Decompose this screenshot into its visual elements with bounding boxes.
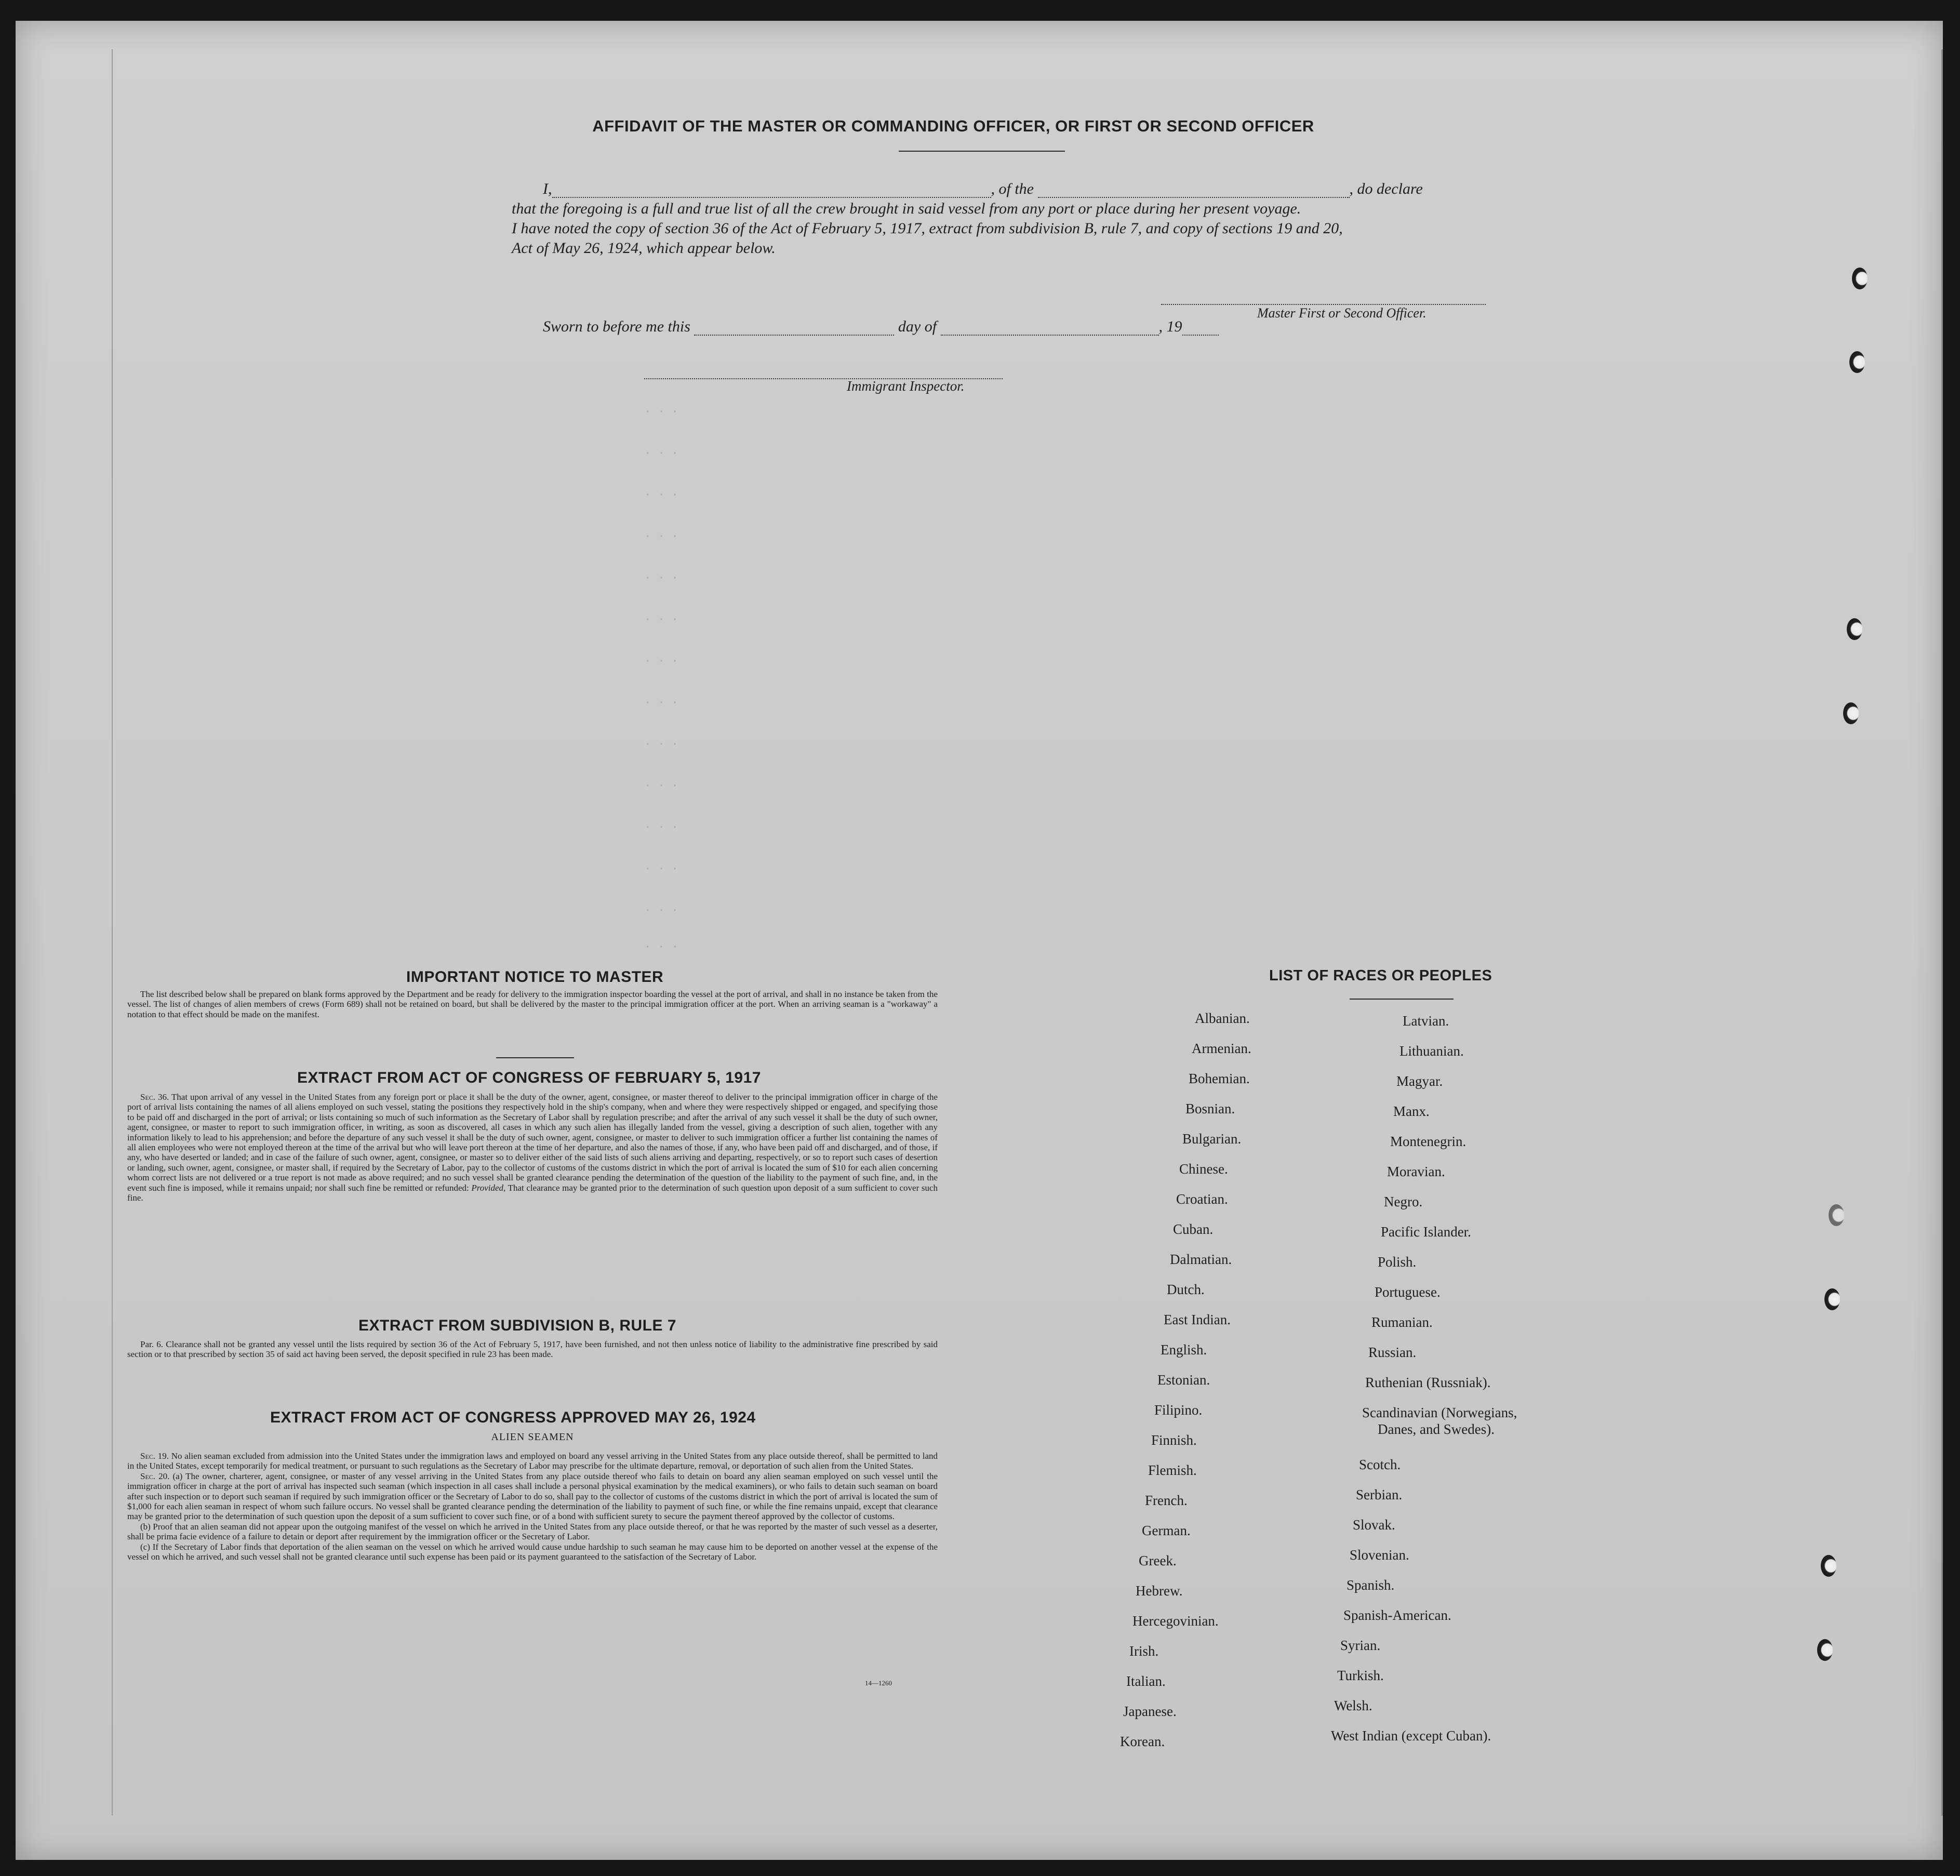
affidavit-i: I, bbox=[543, 180, 552, 197]
extract-rule7-body bbox=[127, 1339, 938, 1360]
sworn-line bbox=[543, 318, 1219, 336]
proviso-label: Provided, bbox=[471, 1182, 506, 1193]
race-item: Scandinavian (Norwegians, bbox=[1362, 1405, 1517, 1420]
race-item: Polish. bbox=[1378, 1254, 1417, 1270]
affidavit-line-1 bbox=[512, 180, 1423, 198]
race-item: Turkish. bbox=[1337, 1668, 1384, 1683]
affidavit-title: AFFIDAVIT OF THE MASTER OR COMMANDING OFFICER, OR FIRST OR SECOND OFFICER bbox=[592, 117, 1314, 135]
affidavit-line-4: Act of May 26, 1924, which appear below. bbox=[512, 240, 776, 257]
race-item: Armenian. bbox=[1192, 1041, 1251, 1056]
races-rule bbox=[1350, 999, 1454, 1000]
sec-20a-text: (a) The owner, charterer, agent, consignee, or master of any vessel arriving in the United States from any place outside thereof who fails to detain on board any alien seaman employed on such vessel until the immigration officer in charge at the port of arrival has inspected such seaman (which inspection in all cases shall include a personal physical examination by the medical examiners), or who fails to detain such seaman on board after such inspection or to deport such seaman if required by such immigration officer or the Secretary of Labor to do so, shall pay to the collector of customs of the customs district in which the port of arrival is located the sum of $1,000 for each alien seaman in respect of whom such failure occurs. No vessel shall be granted clearance pending the determination of the liability to payment of such fine, or while the fine remains unpaid, except that clearance may be granted prior to the determination of such question upon the deposit of a sum sufficient to cover such fine, or of a bond with sufficient surety to secure the payment thereof approved by the collector of customs. bbox=[127, 1471, 938, 1522]
race-item: Moravian. bbox=[1387, 1164, 1445, 1179]
year-blank[interactable] bbox=[1182, 319, 1219, 336]
race-item: Japanese. bbox=[1123, 1704, 1177, 1719]
race-item: Spanish-American. bbox=[1343, 1607, 1451, 1623]
month-blank[interactable] bbox=[941, 319, 1159, 336]
race-item: Filipino. bbox=[1154, 1402, 1203, 1418]
sec-36-text: That upon arrival of any vessel in the United States from any foreign port or place it shall be the duty of the owner, agent, consignee, or master thereof to deliver to the principal immigration officer in charge of the port of arrival lists containing the names of all aliens employed on such vessel, stating the positions they respectively hold in the ship's company, when and where they were respectively shipped or engaged, and specifying those to be paid off and discharged in the port of arrival; or lists containing so much of such information as the Secretary of Labor shall by regulation prescribe; and after the arrival of any such vessel it shall be the duty of such owner, agent, consignee, or master to report to such immigration officer, in writing, as soon as discovered, all cases in which any such alien has illegally landed from the vessel, giving a description of such alien, together with any information likely to lead to his apprehension; and before the departure of any such vessel it shall be the duty of such owner, agent, consignee, or master to deliver to such immigration officer a further list containing the names of all alien employees who were not employed thereon at the time of the arrival but who will leave port thereon at the time of her departure, and also the names of those, if any, who have been paid off and discharged, and of those, if any, who have deserted or landed; and in case of the failure of such owner, agent, consignee, or master so to deliver either of the said lists of such aliens arriving and departing, respectively, or so to report such cases of desertion or landing, such owner, agent, consignee, or master shall, if required by the Secretary of Labor, pay to the collector of customs of the customs district in which the port of arrival is located the sum of $10 for each alien concerning whom correct lists are not delivered or a true report is not made as above required; and no such vessel shall be granted clearance pending the determination of the question of the liability to the payment of such fine, and, in the event such fine is imposed, while it remains unpaid; nor shall such fine be remitted or refunded: bbox=[127, 1092, 938, 1193]
punch-hole bbox=[1847, 618, 1862, 640]
race-item: Scotch. bbox=[1359, 1457, 1401, 1472]
races-title: LIST OF RACES OR PEOPLES bbox=[1269, 967, 1492, 984]
race-item: Syrian. bbox=[1340, 1638, 1381, 1653]
affidavit-line-2: that the foregoing is a full and true list of all the crew brought in said vessel from any port or place during her present voyage. bbox=[512, 200, 1301, 217]
race-item: Irish. bbox=[1129, 1643, 1159, 1659]
race-item: Chinese. bbox=[1179, 1161, 1228, 1177]
title-rule bbox=[899, 151, 1065, 152]
race-item: Welsh. bbox=[1334, 1698, 1372, 1713]
race-item: Slovenian. bbox=[1350, 1547, 1409, 1563]
race-item: Hercegovinian. bbox=[1132, 1613, 1219, 1629]
notice-body bbox=[127, 989, 938, 1019]
race-item: Negro. bbox=[1384, 1194, 1423, 1209]
proviso-text: That clearance may be granted prior to the determination of such question upon deposit of a sum sufficient to cover such fine. bbox=[127, 1182, 938, 1203]
race-item: Bosnian. bbox=[1185, 1101, 1235, 1116]
name-blank[interactable] bbox=[552, 181, 991, 198]
year-prefix: , 19 bbox=[1158, 318, 1182, 335]
race-item: East Indian. bbox=[1164, 1312, 1231, 1327]
race-item: Croatian. bbox=[1176, 1191, 1228, 1207]
race-item: Pacific Islander. bbox=[1381, 1224, 1471, 1240]
race-item: Bohemian. bbox=[1189, 1071, 1250, 1086]
punch-hole bbox=[1843, 702, 1859, 724]
race-item: Manx. bbox=[1393, 1103, 1430, 1119]
notice-rule bbox=[496, 1057, 574, 1058]
document-page bbox=[16, 21, 1943, 1860]
punch-hole bbox=[1852, 268, 1868, 289]
sec-19-text: No alien seaman excluded from admission into the United States under the immigration laws and employed on board any vessel arriving in the United States from any place outside thereof, shall be permitted to land in the United States, except temporarily for medical treatment, or pursuant to such regulations as the Secretary of Labor may prescribe for the ultimate departure, removal, or deportation of such alien from the United States. bbox=[127, 1451, 938, 1471]
form-number: 14—1260 bbox=[865, 1679, 892, 1687]
race-item: Dutch. bbox=[1167, 1282, 1205, 1297]
sworn-text: Sworn to before me this bbox=[543, 318, 690, 335]
race-item: West Indian (except Cuban). bbox=[1331, 1728, 1491, 1744]
punch-hole bbox=[1817, 1639, 1833, 1661]
race-item: Albanian. bbox=[1195, 1010, 1250, 1026]
punch-hole bbox=[1824, 1288, 1840, 1310]
extract-1924-title: EXTRACT FROM ACT OF CONGRESS APPROVED MAY 26, 1924 bbox=[270, 1409, 756, 1426]
notice-title: IMPORTANT NOTICE TO MASTER bbox=[406, 968, 664, 986]
vessel-blank[interactable] bbox=[1038, 181, 1350, 198]
race-item: Korean. bbox=[1120, 1734, 1165, 1749]
day-blank[interactable] bbox=[694, 319, 894, 336]
signature-line[interactable] bbox=[1161, 304, 1486, 305]
race-item: Latvian. bbox=[1403, 1013, 1449, 1029]
inspector-label: Immigrant Inspector. bbox=[847, 378, 965, 394]
race-item: Magyar. bbox=[1396, 1073, 1443, 1089]
extract-1924-body bbox=[127, 1451, 938, 1562]
race-item: English. bbox=[1161, 1342, 1207, 1358]
signature-label: Master First or Second Officer. bbox=[1257, 305, 1426, 321]
day-of-text: day of bbox=[898, 318, 937, 335]
sec-36-label: Sec. 36. bbox=[140, 1092, 169, 1102]
race-item: Finnish. bbox=[1151, 1432, 1197, 1448]
race-item: Cuban. bbox=[1173, 1221, 1214, 1237]
race-item: Montenegrin. bbox=[1390, 1134, 1466, 1149]
race-item: Flemish. bbox=[1148, 1462, 1197, 1478]
race-item-continuation: Danes, and Swedes). bbox=[1378, 1421, 1495, 1437]
extract-1917-body bbox=[127, 1092, 938, 1203]
race-item: Estonian. bbox=[1157, 1372, 1210, 1388]
affidavit-do-declare: , do declare bbox=[1349, 180, 1423, 197]
sec-19-label: Sec. 19. bbox=[140, 1451, 169, 1461]
race-item: Rumanian. bbox=[1371, 1314, 1433, 1330]
punch-hole bbox=[1849, 351, 1865, 373]
race-item: Slovak. bbox=[1353, 1517, 1395, 1533]
race-item: Serbian. bbox=[1356, 1487, 1403, 1502]
sec-20b-text: (b) Proof that an alien seaman did not appear upon the outgoing manifest of the vessel on which he arrived in the United States from any place outside thereof, or that he was reported by the master of such vessel as a deserter, shall be prima facie evidence of a failure to detain or deport after requirement by the immigration officer or the Secretary of Labor. bbox=[127, 1521, 938, 1542]
race-item: French. bbox=[1145, 1493, 1188, 1508]
affidavit-of-the: , of the bbox=[991, 180, 1034, 197]
race-item: Italian. bbox=[1126, 1673, 1166, 1689]
rule7-paragraph: Par. 6. Clearance shall not be granted any vessel until the lists required by section 36 of the Act of February 5, 1917, have been furnished, and not then unless notice of liability to the administrative fine prescribed by said section or to that prescribed by section 35 of said act having been served, the deposit specified in rule 23 has been made. bbox=[127, 1339, 938, 1360]
punch-hole bbox=[1821, 1555, 1836, 1577]
race-item: Dalmatian. bbox=[1170, 1252, 1232, 1267]
race-item: Lithuanian. bbox=[1399, 1043, 1464, 1059]
race-item: Hebrew. bbox=[1136, 1583, 1183, 1599]
race-item: Ruthenian (Russniak). bbox=[1365, 1375, 1491, 1390]
extract-rule7-title: EXTRACT FROM SUBDIVISION B, RULE 7 bbox=[358, 1317, 677, 1334]
notice-paragraph: The list described below shall be prepared on blank forms approved by the Department and be ready for delivery to the immigration inspector boarding the vessel at the port of arrival, and shall in no instance be taken from the vessel. The list of changes of alien members of crews (Form 689) shall not be retained on board, but shall be delivered by the master to the principal immigration officer at the port. When an arriving seaman is a "workaway" a notation to that effect should be made on the manifest. bbox=[127, 989, 938, 1019]
race-item: Greek. bbox=[1139, 1553, 1177, 1568]
extract-1917-title: EXTRACT FROM ACT OF CONGRESS OF FEBRUARY 5, 1917 bbox=[297, 1069, 761, 1086]
affidavit-line-3: I have noted the copy of section 36 of the Act of February 5, 1917, extract from subdivision B, rule 7, and copy of sections 19 and 20, bbox=[512, 220, 1343, 237]
race-item: Bulgarian. bbox=[1182, 1131, 1242, 1147]
punch-hole bbox=[1829, 1204, 1844, 1226]
race-item: Portuguese. bbox=[1375, 1284, 1441, 1300]
sec-20-label: Sec. 20. bbox=[140, 1471, 170, 1481]
race-item: Russian. bbox=[1368, 1345, 1417, 1360]
race-item: German. bbox=[1142, 1523, 1191, 1538]
race-item: Spanish. bbox=[1346, 1577, 1395, 1593]
alien-seamen-subtitle: ALIEN SEAMEN bbox=[491, 1431, 574, 1443]
sec-20c-text: (c) If the Secretary of Labor finds that deportation of the alien seaman on the vessel on which he arrived would cause undue hardship to such seaman he may cause him to be deported on another vessel at the expense of the vessel on which he arrived, and such vessel shall not be granted clearance until such expense has been paid or its payment guaranteed to the satisfaction of the Secretary of Labor. bbox=[127, 1541, 938, 1562]
